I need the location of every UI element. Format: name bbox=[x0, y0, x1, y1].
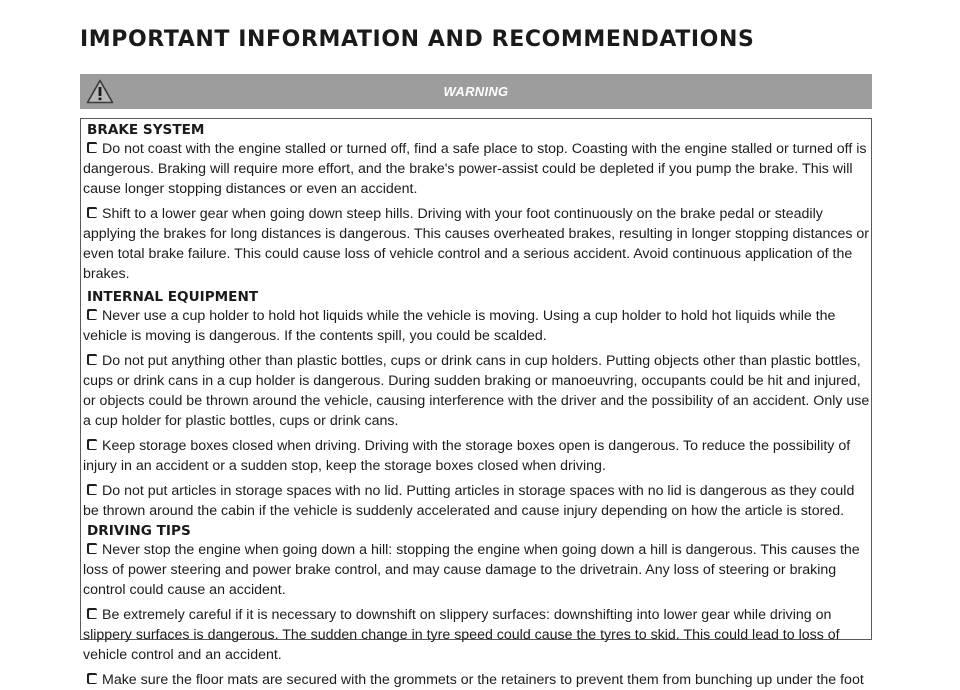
checkbox-bullet-icon bbox=[87, 543, 99, 555]
list-item bbox=[81, 540, 871, 600]
warning-label: WARNING bbox=[443, 84, 509, 99]
list-item bbox=[81, 204, 871, 284]
list-item bbox=[81, 139, 871, 199]
checkbox-bullet-icon bbox=[87, 142, 99, 154]
checkbox-bullet-icon bbox=[87, 354, 99, 366]
item-text: Be extremely careful if it is necessary to downshift on slippery surfaces: downshifting into lower gear while driving on slippery surfaces is dangerous. The sudden change in tyre speed could cause the tyres to skid. This could lead to loss of vehicle control and an accident. bbox=[83, 607, 840, 663]
page-title: IMPORTANT INFORMATION AND RECOMMENDATIONS bbox=[80, 27, 755, 52]
list-item bbox=[81, 605, 871, 665]
warning-banner bbox=[80, 74, 872, 109]
item-text: Do not put anything other than plastic bottles, cups or drink cans in cup holders. Putting objects other than plastic bottles, cups or drink cans in a cup holder is dangerous. During sudden braking or manoeuvring, occupants could be hit and injured, or objects could be thrown around the vehicle, causing interference with the driver and the possibility of an accident. Only use a cup holder for plastic bottles, cups or drink cans. bbox=[83, 353, 870, 429]
item-text: Shift to a lower gear when going down steep hills. Driving with your foot continuously on the brake pedal or steadily applying the brakes for long distances is dangerous. This causes overheated brakes, resulting in longer stopping distances or even total brake failure. This could cause loss of vehicle control and a serious accident. Avoid continuous application of the brakes. bbox=[83, 206, 870, 282]
item-text: Make sure the floor mats are secured with the grommets or the retainers to prevent them from bunching up under the foot bbox=[102, 672, 864, 688]
section-title-driving-tips: DRIVING TIPS bbox=[87, 523, 191, 539]
list-item bbox=[81, 436, 871, 476]
section-title-brake-system: BRAKE SYSTEM bbox=[87, 122, 205, 138]
checkbox-bullet-icon bbox=[87, 673, 99, 685]
item-text: Do not put articles in storage spaces with no lid. Putting articles in storage spaces with no lid is dangerous as they could be thrown around the cabin if the vehicle is suddenly accelerated and cause injury depending on how the article is stored. bbox=[83, 483, 855, 519]
checkbox-bullet-icon bbox=[87, 484, 99, 496]
item-text: Never use a cup holder to hold hot liquids while the vehicle is moving. Using a cup holder to hold hot liquids while the vehicle is moving is dangerous. If the contents spill, you could be scalded. bbox=[83, 308, 836, 344]
list-item bbox=[81, 306, 871, 346]
item-text: Keep storage boxes closed when driving. Driving with the storage boxes open is dangerous. To reduce the possibility of injury in an accident or a sudden stop, keep the storage boxes closed when driving. bbox=[83, 438, 851, 474]
section-title-internal-equipment: INTERNAL EQUIPMENT bbox=[87, 289, 259, 305]
list-item bbox=[81, 351, 871, 431]
checkbox-bullet-icon bbox=[87, 439, 99, 451]
checkbox-bullet-icon bbox=[87, 608, 99, 620]
item-text: Never stop the engine when going down a hill: stopping the engine when going down a hill is dangerous. This causes the loss of power steering and power brake control, and may cause damage to the drivetrain. Any loss of steering or braking control could cause an accident. bbox=[83, 542, 860, 598]
list-item bbox=[81, 670, 871, 690]
warning-content-box bbox=[80, 118, 872, 688]
list-item bbox=[81, 481, 871, 521]
checkbox-bullet-icon bbox=[87, 309, 99, 321]
item-text: Do not coast with the engine stalled or turned off, find a safe place to stop. Coasting with the engine stalled or turned off is dangerous. Braking will require more effort, and the brake's power-assist could be depleted if you pump the brake. This will cause longer stopping distances or even an accident. bbox=[83, 141, 867, 197]
checkbox-bullet-icon bbox=[87, 207, 99, 219]
